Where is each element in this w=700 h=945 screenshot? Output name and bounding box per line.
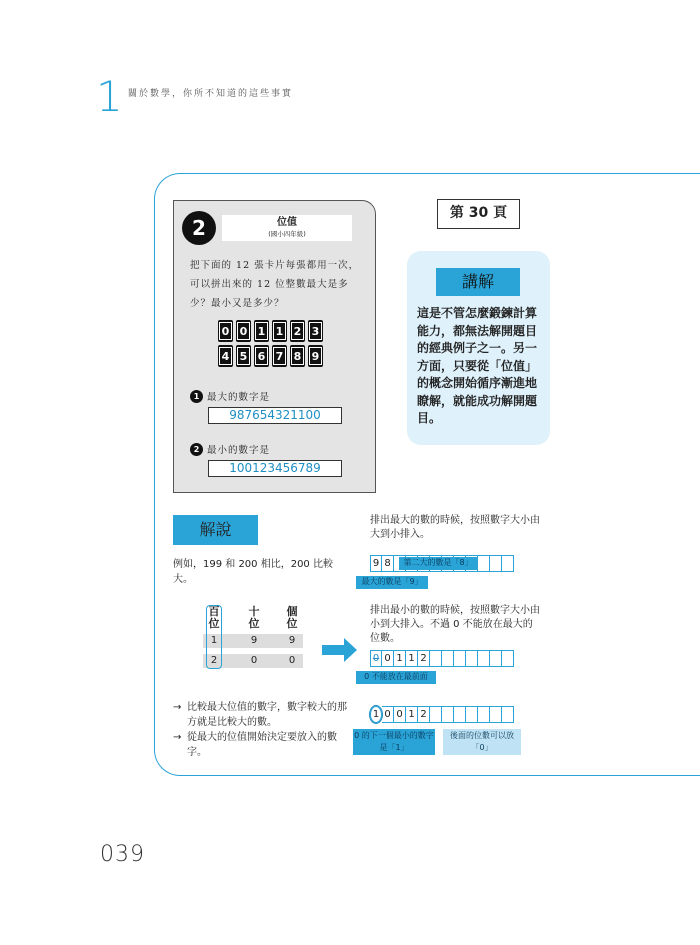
answer-2-value: 100123456789 <box>208 460 342 477</box>
number-card <box>236 345 251 367</box>
card-digit: 8 <box>291 347 304 365</box>
arrow-icon: → <box>173 702 182 713</box>
card-digit: 4 <box>219 347 232 365</box>
min-grid <box>370 650 514 667</box>
arrow-icon: → <box>173 732 182 743</box>
max-text: 排出最大的數的時候，按照數字大小由大到小排入。 <box>370 515 540 540</box>
max-inline-tag: 第二大的數是「8」 <box>399 557 477 570</box>
card-digit: 9 <box>309 347 322 365</box>
note-2-text: 從最大的位值開始決定要放入的數字。 <box>187 732 337 758</box>
digit-cell: 8 <box>382 555 394 572</box>
page-number: 039 <box>100 842 145 867</box>
number-card <box>290 320 305 342</box>
number-cards <box>218 320 328 367</box>
row2-hundreds: 2 <box>210 655 218 666</box>
digit-cell <box>430 706 442 723</box>
digit-cell <box>490 706 502 723</box>
note-1 <box>173 700 348 730</box>
digit-cell: 0 <box>382 706 394 723</box>
final-grid <box>370 706 514 723</box>
answer-1-value: 987654321100 <box>208 407 342 424</box>
answer-1-number: 1 <box>190 390 203 403</box>
number-card <box>272 320 287 342</box>
digit-cell <box>466 706 478 723</box>
digit-cell <box>478 555 490 572</box>
answer-2-label: 最小的數字是 <box>207 445 271 456</box>
max-tag: 最大的數是「9」 <box>356 576 428 589</box>
row2-tens: 0 <box>250 655 258 666</box>
row1-hundreds: 1 <box>210 635 218 646</box>
right-arrow-icon <box>322 637 358 663</box>
digit-cell <box>442 706 454 723</box>
digit-cell: 1 <box>370 706 382 723</box>
final-tag-2: 後面的位數可以放「0」 <box>443 729 521 755</box>
digit-cell <box>430 650 442 667</box>
answer-2-label-row <box>190 442 270 456</box>
solution-example: 例如，199 和 200 相比，200 比較大。 <box>173 559 333 585</box>
solution-title: 解說 <box>173 515 258 545</box>
digit-cell: 2 <box>418 706 430 723</box>
digit-cell <box>490 555 502 572</box>
answer-2-number: 2 <box>190 443 203 456</box>
final-tag-1: 0 的下一個最小的數字是「1」 <box>353 729 435 755</box>
digit-cell: 1 <box>406 706 418 723</box>
digit-cell <box>490 650 502 667</box>
card-digit: 3 <box>309 322 322 340</box>
note-1-text: 比較最大位值的數字，數字較大的那方就是比較大的數。 <box>187 702 347 728</box>
digit-cell: 0 <box>382 650 394 667</box>
question-title: 位值 <box>277 217 297 228</box>
min-tag: 0 不能放在最前面 <box>356 671 436 684</box>
card-digit: 0 <box>219 322 232 340</box>
digit-cell <box>502 706 514 723</box>
number-card <box>218 320 233 342</box>
number-card <box>254 320 269 342</box>
digit-cell: 1 <box>406 650 418 667</box>
card-digit: 2 <box>291 322 304 340</box>
digit-cell: 2 <box>418 650 430 667</box>
place-value-table <box>206 606 306 670</box>
answer-1-label-row <box>190 389 270 403</box>
header-ones: 個 位 <box>286 605 298 630</box>
card-digit: 1 <box>255 322 268 340</box>
digit-cell <box>454 706 466 723</box>
answer-1-label: 最大的數字是 <box>207 392 271 403</box>
card-digit: 0 <box>237 322 250 340</box>
question-grade: (國小四年級) <box>268 230 306 238</box>
digit-cell <box>454 650 466 667</box>
solution-notes <box>173 700 348 760</box>
page-reference: 第 30 頁 <box>437 199 520 229</box>
min-text: 排出最小的數的時候，按照數字大小由小到大排入。不過 0 不能放在最大的位數。 <box>370 605 540 644</box>
number-card <box>308 345 323 367</box>
digit-cell: 9 <box>370 555 382 572</box>
digit-cell: 1 <box>394 650 406 667</box>
number-card <box>290 345 305 367</box>
number-card <box>218 345 233 367</box>
card-digit: 7 <box>273 347 286 365</box>
row1-tens: 9 <box>250 635 258 646</box>
digit-cell <box>502 650 514 667</box>
digit-cell <box>502 555 514 572</box>
chapter-number: 1 <box>96 72 123 121</box>
digit-cell: 0 <box>370 650 382 667</box>
digit-cell <box>478 706 490 723</box>
card-digit: 6 <box>255 347 268 365</box>
row2-ones: 0 <box>288 655 296 666</box>
note-2 <box>173 730 348 760</box>
digit-cell <box>478 650 490 667</box>
question-number: 2 <box>182 211 216 245</box>
card-digit: 5 <box>237 347 250 365</box>
digit-cell <box>442 650 454 667</box>
digit-cell: 0 <box>394 706 406 723</box>
number-card <box>272 345 287 367</box>
chapter-title: 關於數學，你所不知道的這些事實 <box>128 89 294 99</box>
header-hundreds: 百 位 <box>208 605 220 630</box>
question-text: 把下面的 12 張卡片每張都用一次，可以拼出來的 12 位整數最大是多少？最小又是多少？ <box>190 260 360 309</box>
number-card <box>254 345 269 367</box>
question-header <box>222 215 352 241</box>
card-digit: 1 <box>273 322 286 340</box>
explanation-text: 這是不管怎麼鍛鍊計算能力，都無法解開題目的經典例子之一。另一方面，只要從「位值」的概念開始循序漸進地瞭解，就能成功解開題目。 <box>417 306 538 425</box>
header-tens: 十 位 <box>248 605 260 630</box>
row1-ones: 9 <box>288 635 296 646</box>
number-card <box>236 320 251 342</box>
number-card <box>308 320 323 342</box>
explanation-title: 講解 <box>436 268 520 296</box>
digit-cell <box>466 650 478 667</box>
